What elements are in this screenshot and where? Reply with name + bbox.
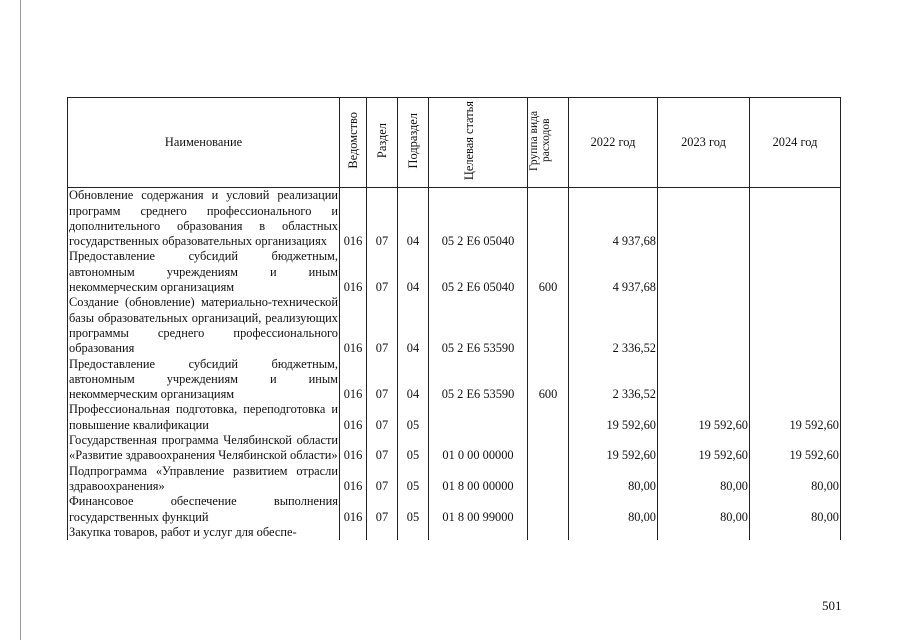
row-gruppa [528, 494, 569, 525]
row-value-2022: 4 937,68 [569, 249, 658, 295]
row-value-2022: 80,00 [569, 464, 658, 495]
row-value-2023 [658, 249, 750, 295]
col-header-tselevaya: Целевая статья [429, 98, 528, 188]
row-vedomstvo: 016 [340, 249, 367, 295]
row-name: Предоставление субсидий бюджетным, автономным учреждениям и иным некоммерческим организациям [69, 356, 338, 402]
budget-table [67, 97, 841, 540]
row-razdel: 07 [367, 357, 398, 403]
row-podrazdel: 05 [398, 464, 429, 495]
row-razdel: 07 [367, 433, 398, 464]
row-podrazdel: 05 [398, 494, 429, 525]
row-gruppa [528, 464, 569, 495]
col-header-gruppa: Группа вида расходов [528, 98, 569, 188]
row-name: Создание (обновление) материально-технической базы образовательных организаций, реализующих программы среднего профессионального образования [69, 295, 338, 356]
row-value-2024 [750, 249, 841, 295]
row-gruppa [528, 433, 569, 464]
row-value-2022: 19 592,60 [569, 402, 658, 433]
row-tselevaya: 05 2 Е6 05040 [429, 249, 528, 295]
col-header-razdel: Раздел [367, 98, 398, 188]
row-vedomstvo [340, 525, 367, 540]
row-value-2024 [750, 357, 841, 403]
col-header-2022: 2022 год [569, 98, 658, 188]
row-podrazdel: 04 [398, 249, 429, 295]
row-value-2024: 80,00 [750, 494, 841, 525]
row-value-2023: 80,00 [658, 464, 750, 495]
row-value-2023 [658, 295, 750, 356]
row-tselevaya: 01 8 00 99000 [429, 494, 528, 525]
row-tselevaya: 05 2 Е6 05040 [429, 188, 528, 250]
row-razdel: 07 [367, 249, 398, 295]
row-value-2022: 2 336,52 [569, 295, 658, 356]
row-vedomstvo: 016 [340, 464, 367, 495]
row-tselevaya [429, 525, 528, 540]
table-row [68, 433, 841, 464]
table-row [68, 357, 841, 403]
row-value-2024: 80,00 [750, 464, 841, 495]
row-podrazdel: 05 [398, 433, 429, 464]
row-vedomstvo: 016 [340, 357, 367, 403]
row-razdel: 07 [367, 402, 398, 433]
row-value-2024 [750, 188, 841, 250]
row-gruppa [528, 295, 569, 356]
row-vedomstvo: 016 [340, 188, 367, 250]
row-razdel: 07 [367, 464, 398, 495]
row-value-2022 [569, 525, 658, 540]
table-row [68, 494, 841, 525]
col-header-podrazdel: Подраздел [398, 98, 429, 188]
row-podrazdel: 04 [398, 188, 429, 250]
col-header-vedomstvo: Ведомство [340, 98, 367, 188]
row-gruppa [528, 188, 569, 250]
row-podrazdel: 05 [398, 402, 429, 433]
row-razdel: 07 [367, 188, 398, 250]
row-podrazdel: 04 [398, 357, 429, 403]
row-name: Подпрограмма «Управление развитием отрасли здравоохранения» [69, 463, 338, 493]
table-row [68, 295, 841, 356]
row-value-2023 [658, 357, 750, 403]
row-value-2023: 19 592,60 [658, 433, 750, 464]
row-value-2023 [658, 188, 750, 250]
row-razdel: 07 [367, 295, 398, 356]
row-vedomstvo: 016 [340, 494, 367, 525]
col-header-2023: 2023 год [658, 98, 750, 188]
row-vedomstvo: 016 [340, 402, 367, 433]
table-header-row [68, 98, 841, 188]
row-podrazdel: 04 [398, 295, 429, 356]
row-gruppa: 600 [528, 249, 569, 295]
row-gruppa [528, 402, 569, 433]
row-tselevaya [429, 402, 528, 433]
row-value-2022: 2 336,52 [569, 357, 658, 403]
row-razdel [367, 525, 398, 540]
row-tselevaya: 05 2 Е6 53590 [429, 357, 528, 403]
col-header-2024: 2024 год [750, 98, 841, 188]
row-name: Финансовое обеспечение выполнения государственных функций [69, 494, 338, 524]
row-value-2023: 80,00 [658, 494, 750, 525]
row-name: Закупка товаров, работ и услуг для обеспе- [68, 525, 340, 540]
row-razdel: 07 [367, 494, 398, 525]
table-row [68, 402, 841, 433]
col-header-name: Наименование [68, 98, 340, 188]
row-value-2024 [750, 525, 841, 540]
row-gruppa: 600 [528, 357, 569, 403]
row-value-2022: 80,00 [569, 494, 658, 525]
row-value-2023 [658, 525, 750, 540]
row-value-2024 [750, 295, 841, 356]
row-name: Предоставление субсидий бюджетным, автономным учреждениям и иным некоммерческим организациям [69, 249, 338, 295]
row-tselevaya: 01 8 00 00000 [429, 464, 528, 495]
row-name: Государственная программа Челябинской области «Развитие здравоохранения Челябинской области» [69, 433, 338, 463]
row-tselevaya: 01 0 00 00000 [429, 433, 528, 464]
row-value-2022: 4 937,68 [569, 188, 658, 250]
row-vedomstvo: 016 [340, 433, 367, 464]
row-name: Профессиональная подготовка, переподготовка и повышение квалификации [69, 402, 338, 432]
row-gruppa [528, 525, 569, 540]
row-value-2024: 19 592,60 [750, 402, 841, 433]
row-value-2024: 19 592,60 [750, 433, 841, 464]
row-tselevaya: 05 2 Е6 53590 [429, 295, 528, 356]
table-row [68, 249, 841, 295]
row-value-2022: 19 592,60 [569, 433, 658, 464]
table-row [68, 525, 841, 540]
table-row [68, 188, 841, 250]
page-number: 501 [822, 598, 842, 613]
table-row [68, 464, 841, 495]
row-name: Обновление содержания и условий реализации программ среднего профессионального и дополнительного образования в областных государственных образовательных организациях [69, 188, 338, 249]
row-value-2023: 19 592,60 [658, 402, 750, 433]
page-margin-line [20, 0, 21, 640]
row-podrazdel [398, 525, 429, 540]
row-vedomstvo: 016 [340, 295, 367, 356]
